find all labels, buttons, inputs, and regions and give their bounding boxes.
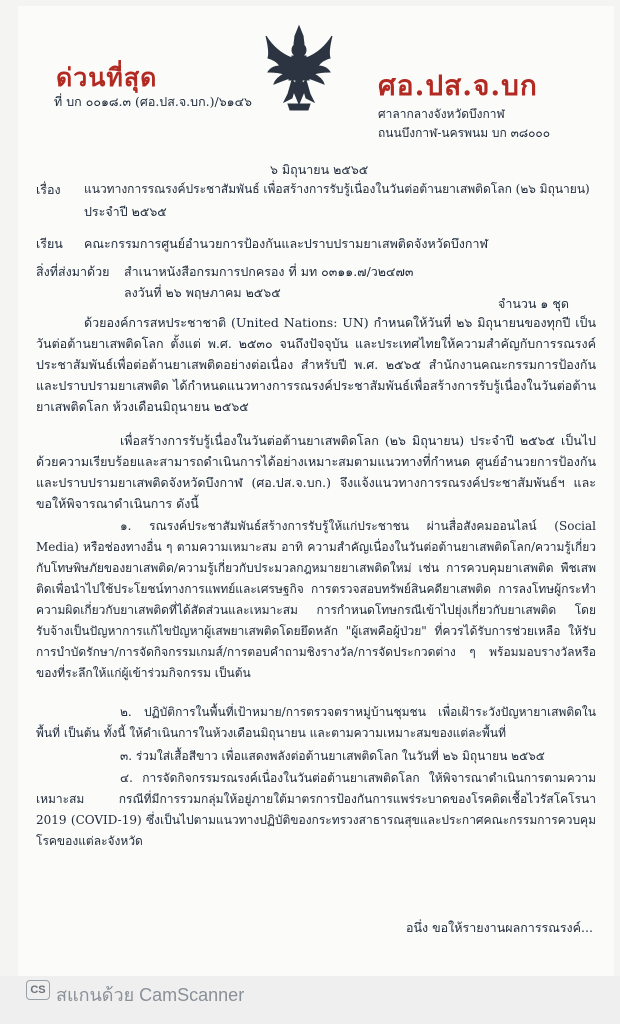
enclosure-label: สิ่งที่ส่งมาด้วย	[36, 264, 110, 279]
garuda-emblem-icon	[262, 22, 336, 114]
urgency-stamp: ด่วนที่สุด	[56, 63, 158, 92]
list-item-3: ๓. ร่วมใส่เสื้อสีขาว เพื่อแสดงพลังต่อต้านยาเสพติดโลก ในวันที่ ๒๖ มิถุนายน ๒๕๖๕	[120, 749, 545, 763]
camscanner-logo: CS	[26, 980, 50, 1000]
paragraph-1: ด้วยองค์การสหประชาชาติ (United Nations: UN) กำหนดให้วันที่ ๒๖ มิถุนายนของทุกปี เป็นวันต่อต้านยาเสพติดโลก ตั้งแต่ พ.ศ. ๒๕๓๐ จนถึงปัจจุบัน และประเทศไทยให้ความสำคัญกับการรณรงค์ประชาสัมพันธ์เพื่อต่อต้านยาเสพติดอย่างต่อเนื่อง สำหรับปี พ.ศ. ๒๕๖๕ สำนักงานคณะกรรมการป้องกันและปราบปรามยาเสพติด ได้กำหนดแนวทางการรณรงค์ประชาสัมพันธ์เพื่อสร้างการรับรู้เนื่องในวันต่อต้านยาเสพติดโลก ห้วงเดือนมิถุนายน ๒๕๖๕	[36, 315, 596, 414]
subject-line-2: ประจำปี ๒๕๖๕	[84, 204, 167, 219]
camscanner-label: สแกนด้วย CamScanner	[56, 985, 245, 1005]
subject-label: เรื่อง	[36, 182, 61, 197]
enclosure-line-1: สำเนาหนังสือกรมการปกครอง ที่ มท ๐๓๑๑.๗/ว๒๔๗๓	[124, 264, 414, 279]
list-item-4: ๔. การจัดกิจกรรมรณรงค์เนื่องในวันต่อต้านยาเสพติดโลก ให้พิจารณาดำเนินการตามความเหมาะสม กรณีที่มีการรวมกลุ่มให้อยู่ภายใต้มาตรการป้องกันการแพร่ระบาดของโรคติดเชื้อไวรัสโคโรนา 2019 (COVID-19) ซึ่งเป็นไปตามแนวทางปฏิบัติของกระทรวงสาธารณสุขและประกาศคณะกรรมการควบคุมโรคของแต่ละจังหวัด	[36, 771, 596, 848]
closing-line: อนึ่ง ขอให้รายงานผลการรณรงค์...	[406, 920, 593, 935]
office-code: ศอ.ปส.จ.บก	[378, 69, 538, 102]
list-item-1: ๑. รณรงค์ประชาสัมพันธ์สร้างการรับรู้ให้แก่ประชาชน ผ่านสื่อสังคมออนไลน์ (Social Media) หรือช่องทางอื่น ๆ ตามความเหมาะสม อาทิ ความสำคัญเนื่องในวันต่อต้านยาเสพติดโลก/ความรู้เกี่ยวกับโทษพิษภัยของยาเสพติด/ความรู้เกี่ยวกับประมวลกฎหมายยาเสพติดใหม่ เช่น การควบคุมยาเสพติด พืชเสพติดเพื่อนำไปใช้ประโยชน์ทางการแพทย์และเศรษฐกิจ การตรวจสอบทรัพย์สินคดียาเสพติด การลงโทษผู้กระทำความผิดเกี่ยวกับยาเสพติดที่ได้สัดส่วนและเหมาะสม การกำหนดโทษกรณีเข้าไปยุ่งเกี่ยวกับยาเสพติด โดยรับจ้างเป็นปัญหาการแก้ไขปัญหาผู้เสพยาเสพติดโดยยึดหลัก "ผู้เสพคือผู้ป่วย" ที่ควรได้รับการช่วยเหลือ ให้รับการบำบัดรักษา/การจัดกิจกรรมเกมส์/การตอบคำถามชิงรางวัล/การจัดประกวดต่าง ๆ พร้อมมอบรางวัลหรือของที่ระลึกให้แก่ผู้เข้าร่วมกิจกรรม เป็นต้น	[36, 519, 596, 680]
document-date: ๖ มิถุนายน ๒๕๖๕	[270, 162, 369, 177]
subject-line-1: แนวทางการรณรงค์ประชาสัมพันธ์ เพื่อสร้างการรับรู้เนื่องในวันต่อต้านยาเสพติดโลก (๒๖ มิถุนายน)	[84, 182, 590, 196]
enclosure-line-2: ลงวันที่ ๒๖ พฤษภาคม ๒๕๖๕	[124, 285, 281, 300]
list-item-2: ๒. ปฏิบัติการในพื้นที่เป้าหมาย/การตรวจตราหมู่บ้านชุมชน เพื่อเฝ้าระวังปัญหายาเสพติดในพื้นที่ เป็นต้น ทั้งนี้ ให้ดำเนินการในห้วงเดือนมิถุนายน และตามความเหมาะสมของแต่ละพื้นที่	[36, 705, 596, 740]
reference-number: ที่ บก ๐๐๑๘.๓ (ศอ.ปส.จ.บก.)/๖๑๔๖	[54, 94, 252, 109]
office-name: ศาลากลางจังหวัดบึงกาฬ	[378, 107, 505, 121]
to-label: เรียน	[36, 236, 63, 251]
paragraph-2: เพื่อสร้างการรับรู้เนื่องในวันต่อต้านยาเสพติดโลก (๒๖ มิถุนายน) ประจำปี ๒๕๖๕ เป็นไปด้วยความเรียบร้อยและสามารถดำเนินการได้อย่างเหมาะสมตามแนวทางที่กำหนด ศูนย์อำนวยการป้องกันและปราบปรามยาเสพติดจังหวัดบึงกาฬ (ศอ.ปส.จ.บก.) จึงแจ้งแนวทางการรณรงค์ประชาสัมพันธ์ฯ และขอให้พิจารณาดำเนินการ ดังนี้	[36, 433, 596, 511]
office-address: ถนนบึงกาฬ-นครพนม บก ๓๘๐๐๐	[378, 126, 551, 140]
enclosure-quantity: จำนวน ๑ ชุด	[498, 296, 569, 311]
to-recipient: คณะกรรมการศูนย์อำนวยการป้องกันและปราบปรามยาเสพติดจังหวัดบึงกาฬ	[84, 236, 489, 251]
